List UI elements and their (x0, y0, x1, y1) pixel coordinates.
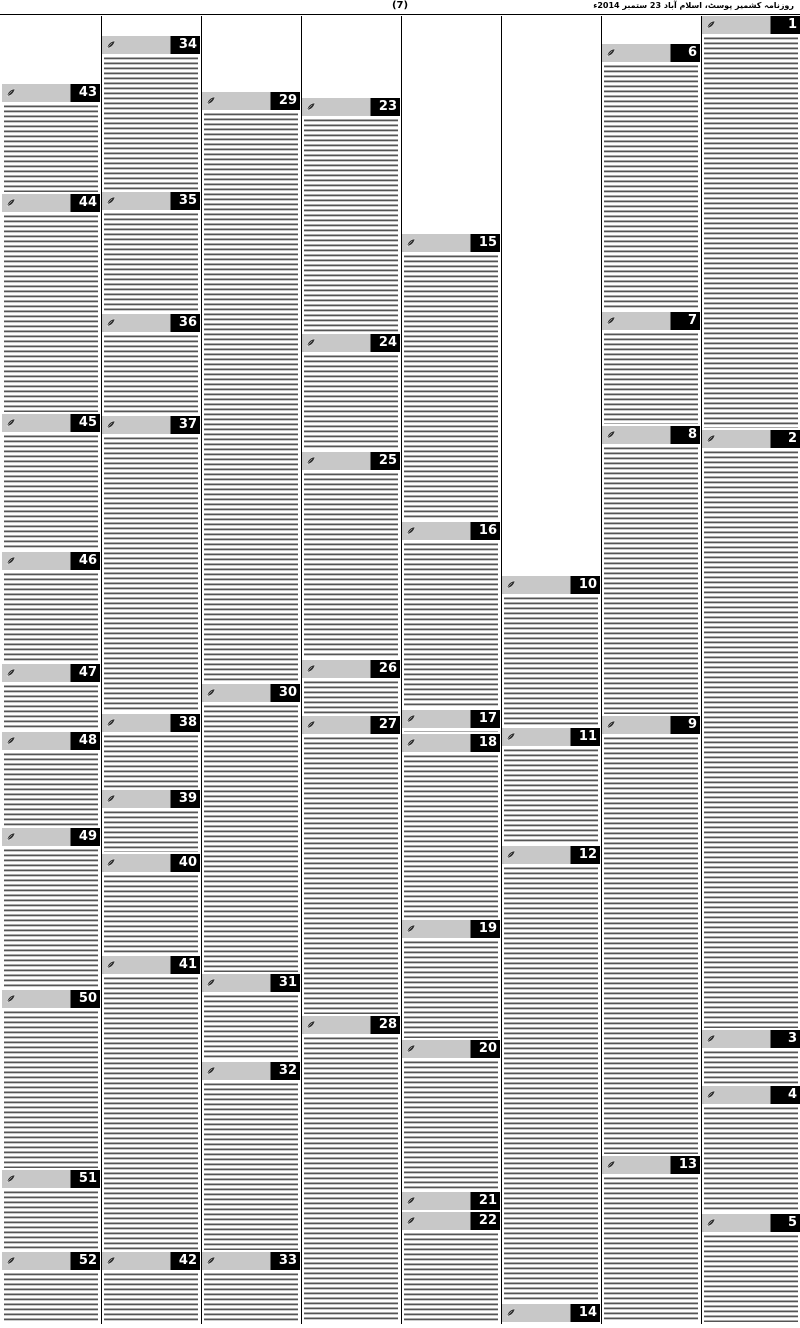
news-item-body-text (604, 1176, 698, 1322)
news-item-number: 44 (78, 195, 97, 210)
news-item-body-text (304, 118, 398, 332)
news-item-number-bar (402, 1040, 500, 1058)
news-item (102, 192, 200, 312)
news-item-body-text (404, 940, 498, 1038)
news-item-number-bar (2, 1170, 100, 1188)
news-item-body-text (604, 332, 698, 424)
leaf-ornament-icon (506, 1308, 516, 1317)
news-column (102, 16, 200, 1324)
news-item-number-bar (502, 846, 600, 864)
news-item-number: 9 (687, 717, 697, 732)
news-item (2, 732, 100, 826)
news-column (202, 16, 300, 1324)
news-item-number-bar (602, 1156, 700, 1174)
news-item-number-bar (502, 728, 600, 746)
news-item-number: 26 (378, 661, 397, 676)
leaf-ornament-icon (106, 1256, 116, 1265)
news-item-number-bar (402, 234, 500, 252)
page-number: (7) (391, 0, 409, 11)
leaf-ornament-icon (606, 316, 616, 325)
news-item-body-text (704, 36, 798, 428)
leaf-ornament-icon (206, 1066, 216, 1075)
news-item-number-bar (102, 956, 200, 974)
leaf-ornament-icon (506, 850, 516, 859)
news-item (102, 714, 200, 788)
news-item-body-text (704, 450, 798, 1028)
leaf-ornament-icon (6, 198, 16, 207)
news-item-number: 14 (578, 1305, 597, 1320)
news-item-number: 11 (578, 729, 597, 744)
leaf-ornament-icon (206, 978, 216, 987)
news-item-number-bar (502, 1304, 600, 1322)
news-item (602, 1156, 700, 1322)
news-item-number-bar (102, 1252, 200, 1270)
news-item-body-text (204, 112, 298, 682)
news-item-number-bar (602, 312, 700, 330)
leaf-ornament-icon (406, 1196, 416, 1205)
news-item-number: 35 (178, 193, 197, 208)
leaf-ornament-icon (106, 420, 116, 429)
news-item (102, 314, 200, 414)
news-item-number-bar (2, 552, 100, 570)
leaf-ornament-icon (406, 1044, 416, 1053)
news-item (402, 522, 500, 708)
leaf-ornament-icon (306, 338, 316, 347)
news-item-number-bar (402, 522, 500, 540)
news-item-body-text (4, 1272, 98, 1322)
news-item-number: 37 (178, 417, 197, 432)
news-item-number: 2 (787, 431, 797, 446)
news-item (2, 1170, 100, 1250)
news-item-number-bar (402, 734, 500, 752)
news-item-body-text (604, 64, 698, 310)
news-item-number-bar (2, 732, 100, 750)
news-item-body-text (704, 1234, 798, 1322)
news-item-body-text (604, 446, 698, 714)
news-item-number: 3 (787, 1031, 797, 1046)
news-item-number-bar (402, 710, 500, 728)
news-item-number: 46 (78, 553, 97, 568)
news-item-body-text (4, 1190, 98, 1250)
news-column (402, 16, 500, 1324)
news-item (502, 1304, 600, 1322)
news-item-body-text (504, 748, 598, 844)
column-divider (401, 16, 402, 1324)
leaf-ornament-icon (206, 688, 216, 697)
news-item-body-text (104, 734, 198, 788)
news-item-number: 47 (78, 665, 97, 680)
news-item (502, 728, 600, 844)
leaf-ornament-icon (406, 714, 416, 723)
news-item-body-text (704, 1106, 798, 1212)
leaf-ornament-icon (606, 1160, 616, 1169)
news-item-body-text (4, 848, 98, 988)
news-item-number-bar (102, 416, 200, 434)
news-item-number: 38 (178, 715, 197, 730)
leaf-ornament-icon (6, 88, 16, 97)
news-item-number: 28 (378, 1017, 397, 1032)
news-item-number: 7 (687, 313, 697, 328)
news-item-number: 41 (178, 957, 197, 972)
leaf-ornament-icon (6, 994, 16, 1003)
news-item-number: 20 (478, 1041, 497, 1056)
news-item-number-bar (102, 192, 200, 210)
news-item-body-text (104, 436, 198, 712)
news-item (102, 1252, 200, 1322)
news-item (302, 716, 400, 1014)
news-item-body-text (404, 1232, 498, 1322)
leaf-ornament-icon (406, 924, 416, 933)
news-item-number-bar (2, 84, 100, 102)
news-item-number: 18 (478, 735, 497, 750)
news-item-number: 12 (578, 847, 597, 862)
news-item-body-text (4, 104, 98, 192)
news-item (402, 1040, 500, 1190)
news-item-body-text (304, 680, 398, 714)
news-item-number: 31 (278, 975, 297, 990)
news-item-number-bar (602, 716, 700, 734)
news-item (2, 990, 100, 1168)
news-column (602, 16, 700, 1324)
news-item-body-text (404, 542, 498, 708)
news-item-body-text (4, 214, 98, 412)
news-item-number: 22 (478, 1213, 497, 1228)
news-item (602, 312, 700, 424)
news-item-number: 50 (78, 991, 97, 1006)
news-item-number-bar (402, 920, 500, 938)
news-item (302, 452, 400, 658)
news-item-body-text (504, 596, 598, 726)
news-item-number: 33 (278, 1253, 297, 1268)
news-item-body-text (304, 1036, 398, 1322)
news-item-body-text (204, 704, 298, 972)
news-item (702, 16, 800, 428)
leaf-ornament-icon (106, 196, 116, 205)
news-item-number: 15 (478, 235, 497, 250)
news-item-body-text (204, 994, 298, 1060)
news-item-body-text (4, 1010, 98, 1168)
news-item-number: 4 (787, 1087, 797, 1102)
news-item-number-bar (702, 1086, 800, 1104)
news-item (302, 98, 400, 332)
news-item (2, 664, 100, 730)
news-item-number: 27 (378, 717, 397, 732)
news-item-number-bar (202, 974, 300, 992)
leaf-ornament-icon (406, 238, 416, 247)
news-item-number-bar (302, 98, 400, 116)
news-item-number: 32 (278, 1063, 297, 1078)
newspaper-masthead: روزنامہ کشمیر پوسٹ، اسلام آباد 23 ستمبر 2014ء (593, 1, 794, 10)
news-item-body-text (404, 730, 498, 732)
news-item (102, 854, 200, 954)
news-item-number-bar (2, 664, 100, 682)
news-item (102, 416, 200, 712)
news-column (502, 16, 600, 1324)
column-divider (301, 16, 302, 1324)
news-item-body-text (104, 1272, 198, 1322)
news-item-number-bar (202, 1252, 300, 1270)
news-item (502, 576, 600, 726)
news-item (702, 430, 800, 1028)
news-item-number: 25 (378, 453, 397, 468)
news-item-number: 34 (178, 37, 197, 52)
news-item (102, 36, 200, 190)
news-item-body-text (404, 1060, 498, 1190)
news-item (502, 846, 600, 1302)
news-item-number: 40 (178, 855, 197, 870)
news-item-number: 16 (478, 523, 497, 538)
news-item (202, 92, 300, 682)
news-item (702, 1086, 800, 1212)
leaf-ornament-icon (306, 664, 316, 673)
news-item-number: 1 (787, 17, 797, 32)
news-item-number: 52 (78, 1253, 97, 1268)
news-item-number: 45 (78, 415, 97, 430)
news-item-number: 30 (278, 685, 297, 700)
news-item-number-bar (202, 684, 300, 702)
news-item-number: 39 (178, 791, 197, 806)
news-item (702, 1030, 800, 1084)
news-item-number-bar (2, 828, 100, 846)
news-item-body-text (304, 736, 398, 1014)
news-item (402, 1212, 500, 1322)
news-item-number-bar (102, 36, 200, 54)
news-item-body-text (504, 866, 598, 1302)
news-item-body-text (4, 684, 98, 730)
leaf-ornament-icon (6, 418, 16, 427)
news-item (402, 234, 500, 520)
news-item (602, 716, 700, 1154)
news-item-number-bar (102, 714, 200, 732)
news-item (202, 684, 300, 972)
news-item (2, 414, 100, 550)
column-divider (101, 16, 102, 1324)
leaf-ornament-icon (506, 732, 516, 741)
column-divider (501, 16, 502, 1324)
news-item-number-bar (602, 44, 700, 62)
news-item-number: 5 (787, 1215, 797, 1230)
news-item-body-text (404, 254, 498, 520)
leaf-ornament-icon (206, 96, 216, 105)
news-item-body-text (104, 56, 198, 190)
leaf-ornament-icon (706, 1034, 716, 1043)
news-item-number: 19 (478, 921, 497, 936)
news-item-number: 43 (78, 85, 97, 100)
news-item-number-bar (102, 314, 200, 332)
news-column (702, 16, 800, 1324)
news-item (2, 1252, 100, 1322)
leaf-ornament-icon (6, 832, 16, 841)
leaf-ornament-icon (206, 1256, 216, 1265)
column-divider (201, 16, 202, 1324)
news-item (202, 1252, 300, 1322)
news-item-number: 21 (478, 1193, 497, 1208)
news-item (702, 1214, 800, 1322)
news-item-number: 42 (178, 1253, 197, 1268)
news-item (202, 974, 300, 1060)
news-item (2, 828, 100, 988)
news-item-number-bar (402, 1212, 500, 1230)
news-column (2, 16, 100, 1324)
news-item-number-bar (202, 1062, 300, 1080)
news-item-number-bar (402, 1192, 500, 1210)
news-item-body-text (4, 752, 98, 826)
news-item (302, 334, 400, 450)
news-item (402, 734, 500, 918)
leaf-ornament-icon (406, 1216, 416, 1225)
leaf-ornament-icon (306, 1020, 316, 1029)
leaf-ornament-icon (6, 736, 16, 745)
news-item-number-bar (302, 716, 400, 734)
news-item-body-text (304, 472, 398, 658)
news-item-body-text (104, 212, 198, 312)
leaf-ornament-icon (606, 720, 616, 729)
news-item-body-text (204, 1272, 298, 1322)
leaf-ornament-icon (6, 1174, 16, 1183)
leaf-ornament-icon (106, 40, 116, 49)
news-item-body-text (104, 810, 198, 852)
news-item (102, 956, 200, 1250)
news-item-body-text (304, 354, 398, 450)
news-item (2, 552, 100, 662)
news-item-body-text (604, 736, 698, 1154)
leaf-ornament-icon (706, 434, 716, 443)
news-item-number: 23 (378, 99, 397, 114)
news-item-number-bar (202, 92, 300, 110)
leaf-ornament-icon (706, 20, 716, 29)
news-item-body-text (404, 754, 498, 918)
news-item (302, 1016, 400, 1322)
news-item (602, 426, 700, 714)
news-column (302, 16, 400, 1324)
leaf-ornament-icon (306, 102, 316, 111)
news-item-number: 10 (578, 577, 597, 592)
leaf-ornament-icon (606, 48, 616, 57)
news-item (402, 920, 500, 1038)
leaf-ornament-icon (106, 718, 116, 727)
leaf-ornament-icon (106, 318, 116, 327)
news-item-number-bar (702, 430, 800, 448)
leaf-ornament-icon (406, 526, 416, 535)
news-item-body-text (104, 334, 198, 414)
news-item (102, 790, 200, 852)
news-item-number: 6 (687, 45, 697, 60)
news-item-number-bar (102, 854, 200, 872)
news-item (202, 1062, 300, 1250)
news-item-number-bar (2, 990, 100, 1008)
news-item-number-bar (502, 576, 600, 594)
news-item-number: 51 (78, 1171, 97, 1186)
news-item-number-bar (302, 660, 400, 678)
news-item (402, 710, 500, 732)
news-item-number-bar (302, 334, 400, 352)
news-item (2, 194, 100, 412)
leaf-ornament-icon (506, 580, 516, 589)
news-item-number-bar (102, 790, 200, 808)
news-item-number-bar (302, 1016, 400, 1034)
news-item (2, 84, 100, 192)
leaf-ornament-icon (306, 720, 316, 729)
news-item (302, 660, 400, 714)
news-item-body-text (204, 1082, 298, 1250)
news-item (602, 44, 700, 310)
news-item-number-bar (702, 1214, 800, 1232)
news-item-number-bar (2, 414, 100, 432)
leaf-ornament-icon (606, 430, 616, 439)
leaf-ornament-icon (706, 1090, 716, 1099)
news-item-body-text (704, 1050, 798, 1084)
leaf-ornament-icon (106, 858, 116, 867)
news-item (402, 1192, 500, 1210)
leaf-ornament-icon (106, 960, 116, 969)
leaf-ornament-icon (6, 556, 16, 565)
news-item-body-text (4, 572, 98, 662)
news-item-number-bar (2, 194, 100, 212)
news-item-number-bar (702, 16, 800, 34)
news-item-number: 13 (678, 1157, 697, 1172)
news-item-number: 24 (378, 335, 397, 350)
news-item-number: 36 (178, 315, 197, 330)
news-item-number-bar (702, 1030, 800, 1048)
news-item-number: 17 (478, 711, 497, 726)
leaf-ornament-icon (6, 1256, 16, 1265)
news-item-number: 48 (78, 733, 97, 748)
leaf-ornament-icon (306, 456, 316, 465)
leaf-ornament-icon (406, 738, 416, 747)
news-item-number: 8 (687, 427, 697, 442)
news-item-number-bar (302, 452, 400, 470)
page-header (0, 0, 800, 15)
leaf-ornament-icon (6, 668, 16, 677)
column-divider (601, 16, 602, 1324)
news-item-body-text (4, 434, 98, 550)
leaf-ornament-icon (706, 1218, 716, 1227)
news-item-number: 49 (78, 829, 97, 844)
news-item-number-bar (2, 1252, 100, 1270)
column-divider (701, 16, 702, 1324)
news-item-number-bar (602, 426, 700, 444)
news-item-body-text (104, 976, 198, 1250)
news-item-body-text (104, 874, 198, 954)
leaf-ornament-icon (106, 794, 116, 803)
news-item-number: 29 (278, 93, 297, 108)
